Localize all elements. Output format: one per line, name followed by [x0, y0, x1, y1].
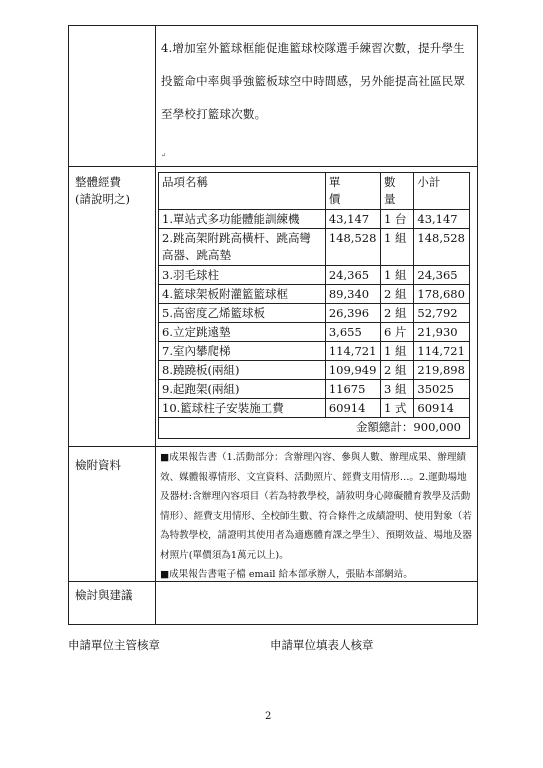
- item-price: 24,365: [325, 266, 380, 285]
- item-qty: 3 組: [381, 380, 414, 399]
- item-qty: 2 組: [381, 285, 414, 304]
- item-price: 26,396: [325, 304, 380, 323]
- budget-row: [159, 399, 470, 418]
- attachments-content: [160, 448, 472, 585]
- item-qty: 2 組: [381, 361, 414, 380]
- item-subtotal: 219,898: [414, 361, 470, 380]
- attachments-label: 檢附資料: [75, 458, 121, 472]
- header-quantity: [381, 173, 414, 210]
- review-label: 檢討與建議: [75, 588, 133, 602]
- item-price: 114,721: [325, 342, 380, 361]
- header-unit-price-1: 單: [328, 175, 341, 189]
- item-name: 10.籃球柱子安裝施工費: [159, 399, 326, 418]
- item-subtotal: 60914: [414, 399, 470, 418]
- item-name: 1.單站式多功能體能訓練機: [159, 210, 326, 229]
- budget-total: 金額總計：900,000: [159, 418, 470, 439]
- budget-row: [159, 380, 470, 399]
- signature-form-filler: 申請單位填表人核章: [270, 638, 374, 652]
- purpose-paragraph: 4.增加室外籃球框能促進籃球校隊選手練習次數，提升學生投籃命中率與爭強籃板球空中時間感，另外能提高社區民眾至學校打籃球次數。: [161, 41, 466, 121]
- item-price: 11675: [325, 380, 380, 399]
- header-unit-price-2: 價: [328, 192, 341, 206]
- item-name: 4.籃球架板附灌籃籃球框: [159, 285, 326, 304]
- header-subtotal: 小計: [414, 173, 470, 210]
- attachments-item-report: ■成果報告書（1.活動部分：含辦理內容、參與人數、辦理成果、辦理績效、媒體報導情形、文宣資料、活動照片、經費支用情形…。2.運動場地及器材:含辦理內容項目（若為特教學校，請敘明身心障礙體育教學及活動情形）、經費支用情形、全校師生數、符合條件之成績證明、使用對象（若為特教學校，請證明其使用者為適應體育課之學生）、預期效益、場地及器材照片(單價須為1萬元以上)。: [160, 452, 472, 561]
- item-qty: 6 片: [381, 323, 414, 342]
- item-price: 60914: [325, 399, 380, 418]
- budget-row: [159, 361, 470, 380]
- item-subtotal: 43,147: [414, 210, 470, 229]
- item-subtotal: 178,680: [414, 285, 470, 304]
- row-divider: [69, 446, 477, 447]
- budget-row: [159, 266, 470, 285]
- item-subtotal: 21,930: [414, 323, 470, 342]
- budget-table: [158, 172, 470, 439]
- item-price: 89,340: [325, 285, 380, 304]
- item-subtotal: 114,721: [414, 342, 470, 361]
- item-name: 7.室內攀爬梯: [159, 342, 326, 361]
- budget-row: [159, 229, 470, 266]
- item-qty: 1 台: [381, 210, 414, 229]
- row-divider: [69, 166, 477, 167]
- budget-row: [159, 285, 470, 304]
- item-qty: 2 組: [381, 304, 414, 323]
- item-subtotal: 52,792: [414, 304, 470, 323]
- item-name: 2.跳高架附跳高橫杆、跳高彎高器、跳高墊: [159, 229, 326, 266]
- budget-label-line2: (請說明之): [75, 192, 130, 206]
- item-name: 9.起跑架(兩組): [159, 380, 326, 399]
- budget-label-line1: 整體經費: [75, 175, 121, 189]
- budget-row: [159, 304, 470, 323]
- attachments-item-email: ■成果報告書電子檔 email 給本部承辦人，張貼本部網站。: [160, 569, 413, 580]
- budget-total-row: [159, 418, 470, 439]
- signature-supervisor: 申請單位主管核章: [68, 638, 160, 652]
- item-qty: 1 式: [381, 399, 414, 418]
- item-qty: 1 組: [381, 266, 414, 285]
- header-unit-price: [325, 173, 380, 210]
- item-qty: 1 組: [381, 342, 414, 361]
- header-item-name: 品項名稱: [159, 173, 326, 210]
- budget-row: [159, 210, 470, 229]
- item-qty: 1 組: [381, 229, 414, 266]
- header-quantity-1: 數: [384, 175, 396, 189]
- item-subtotal: 24,365: [414, 266, 470, 285]
- budget-label: [75, 174, 130, 208]
- column-divider: [155, 26, 156, 624]
- budget-header-row: [159, 173, 470, 210]
- item-name: 6.立定跳遠墊: [159, 323, 326, 342]
- budget-row: [159, 323, 470, 342]
- item-price: 43,147: [325, 210, 380, 229]
- budget-row: [159, 342, 470, 361]
- item-name: 3.羽毛球柱: [159, 266, 326, 285]
- item-price: 109,949: [325, 361, 380, 380]
- item-subtotal: 35025: [414, 380, 470, 399]
- item-name: 5.高密度乙烯籃球板: [159, 304, 326, 323]
- paragraph-mark: ↵: [161, 152, 167, 159]
- header-quantity-2: 量: [384, 192, 396, 206]
- item-subtotal: 148,528: [414, 229, 470, 266]
- item-price: 148,528: [325, 229, 380, 266]
- item-name: 8.蹺蹺板(兩組): [159, 361, 326, 380]
- page-number: 2: [265, 711, 272, 722]
- item-price: 3,655: [325, 323, 380, 342]
